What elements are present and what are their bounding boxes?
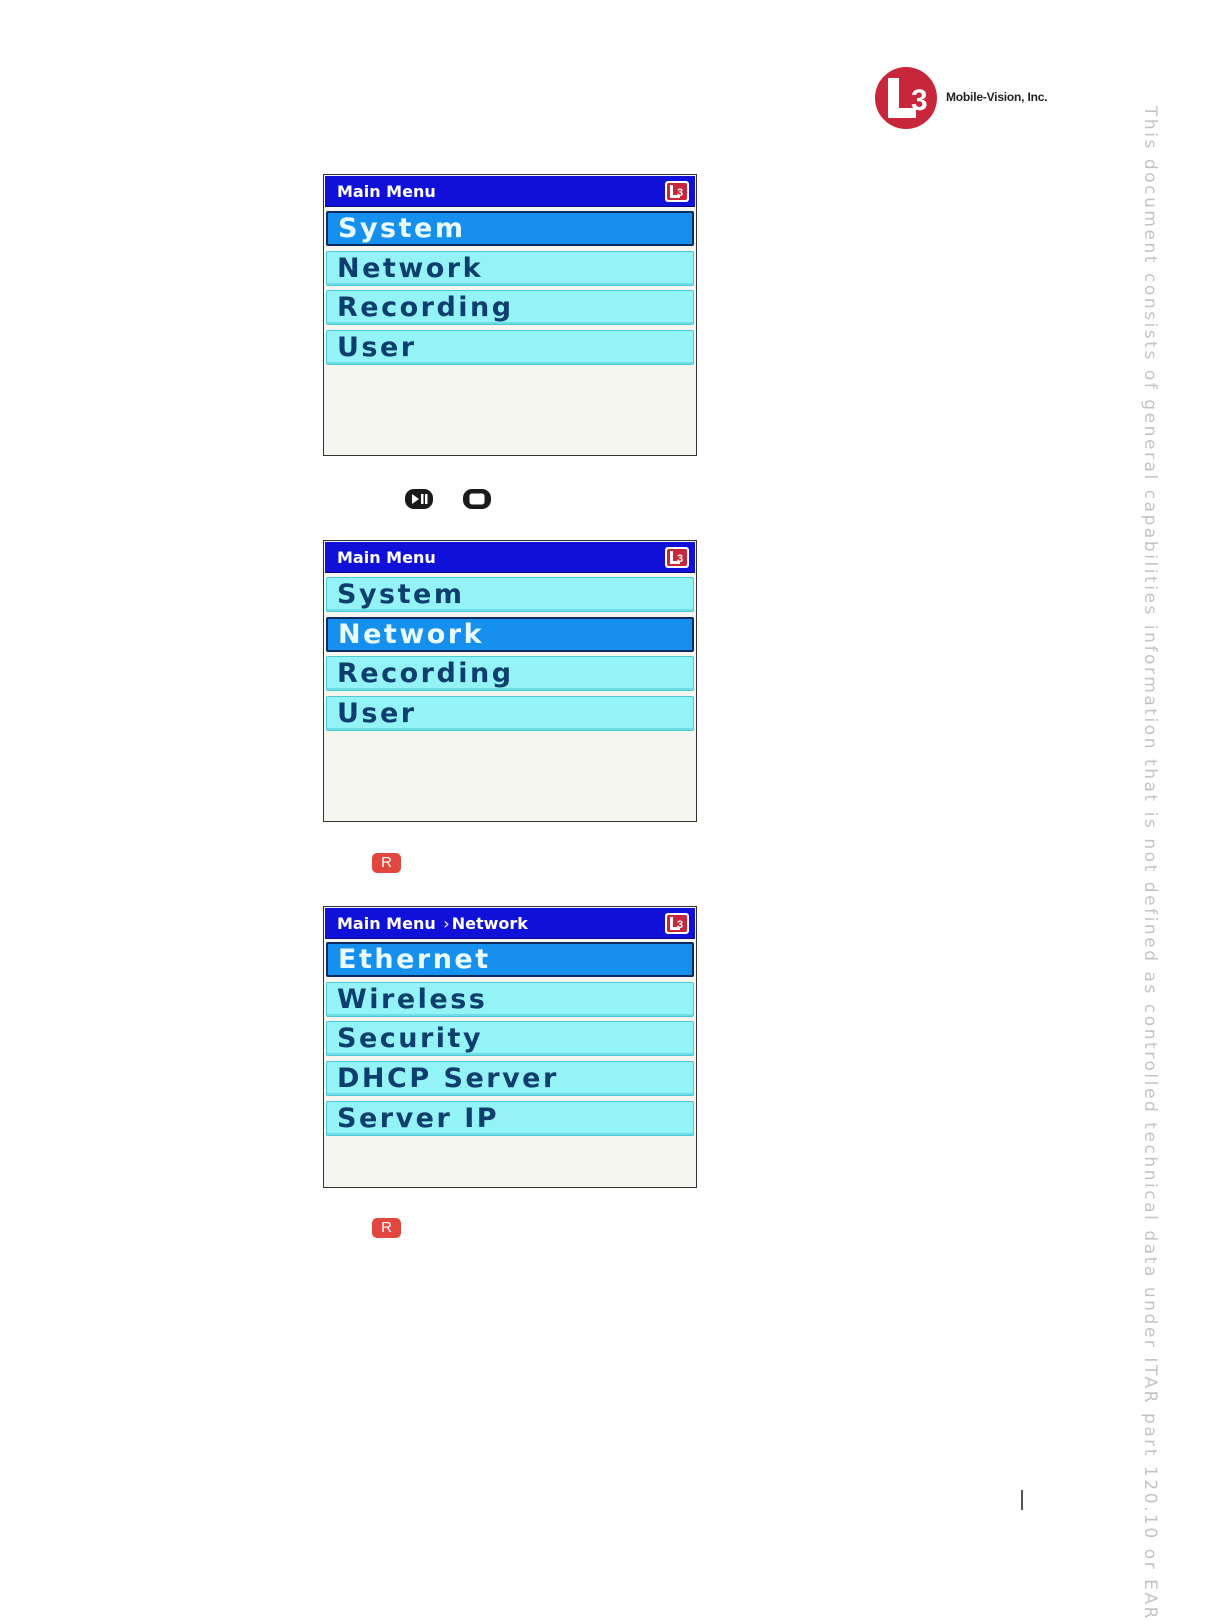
itar-watermark: This document consists of general capabilities information that is not defined as controlled technical data under ITAR part 120.10 or EAR bbox=[1140, 106, 1160, 1621]
menu-item-label: Network bbox=[337, 253, 484, 284]
screen-title-bar bbox=[325, 908, 695, 939]
menu-item-server-ip[interactable] bbox=[326, 1101, 694, 1136]
menu-item-label: Security bbox=[337, 1023, 484, 1054]
l3-badge-icon bbox=[665, 547, 689, 568]
menu-item-label: User bbox=[337, 698, 417, 729]
menu-item-label: Ethernet bbox=[338, 944, 491, 975]
stop-icon bbox=[462, 488, 492, 510]
company-name: Mobile-Vision, Inc. bbox=[946, 90, 1048, 104]
record-button-icon: R bbox=[372, 853, 401, 873]
company-logo bbox=[874, 66, 1074, 130]
l3-badge-icon bbox=[665, 181, 689, 202]
screen-breadcrumb bbox=[337, 914, 528, 933]
menu-item-network[interactable] bbox=[326, 251, 694, 286]
menu-item-label: Network bbox=[338, 619, 485, 650]
menu-item-label: Recording bbox=[337, 292, 514, 323]
menu-item-label: Wireless bbox=[337, 984, 488, 1015]
menu-item-label: DHCP Server bbox=[337, 1063, 559, 1094]
menu-item-dhcp-server[interactable] bbox=[326, 1061, 694, 1096]
svg-text:3: 3 bbox=[677, 919, 684, 931]
menu-item-label: Recording bbox=[337, 658, 514, 689]
menu-item-recording[interactable] bbox=[326, 290, 694, 325]
breadcrumb-current: Network bbox=[451, 914, 528, 933]
svg-text:3: 3 bbox=[911, 84, 928, 117]
device-screen-main-menu-2 bbox=[323, 540, 697, 822]
breadcrumb-root: Main Menu bbox=[337, 914, 436, 933]
l3-logo-icon bbox=[874, 66, 940, 130]
menu-item-network[interactable] bbox=[326, 617, 694, 652]
menu-item-label: User bbox=[337, 332, 417, 363]
menu-item-wireless[interactable] bbox=[326, 982, 694, 1017]
play-pause-icon bbox=[404, 488, 434, 510]
menu-item-user[interactable] bbox=[326, 330, 694, 365]
menu-item-ethernet[interactable] bbox=[326, 942, 694, 977]
menu-item-user[interactable] bbox=[326, 696, 694, 731]
device-screen-network-menu bbox=[323, 906, 697, 1188]
menu-item-system[interactable] bbox=[326, 211, 694, 246]
footer-divider bbox=[1021, 1490, 1023, 1510]
screen-title: Main Menu bbox=[337, 548, 436, 567]
menu-item-label: Server IP bbox=[337, 1103, 500, 1134]
menu-item-recording[interactable] bbox=[326, 656, 694, 691]
device-screen-main-menu-1 bbox=[323, 174, 697, 456]
menu-item-system[interactable] bbox=[326, 577, 694, 612]
screen-title-bar bbox=[325, 542, 695, 573]
menu-item-label: System bbox=[337, 579, 465, 610]
svg-text:3: 3 bbox=[677, 187, 684, 199]
l3-badge-icon bbox=[665, 913, 689, 934]
menu-item-security[interactable] bbox=[326, 1021, 694, 1056]
screen-title-bar bbox=[325, 176, 695, 207]
record-button-icon: R bbox=[372, 1218, 401, 1238]
menu-item-label: System bbox=[338, 213, 466, 244]
breadcrumb-separator-icon: › bbox=[443, 914, 450, 933]
svg-text:3: 3 bbox=[677, 553, 684, 565]
screen-title: Main Menu bbox=[337, 182, 436, 201]
